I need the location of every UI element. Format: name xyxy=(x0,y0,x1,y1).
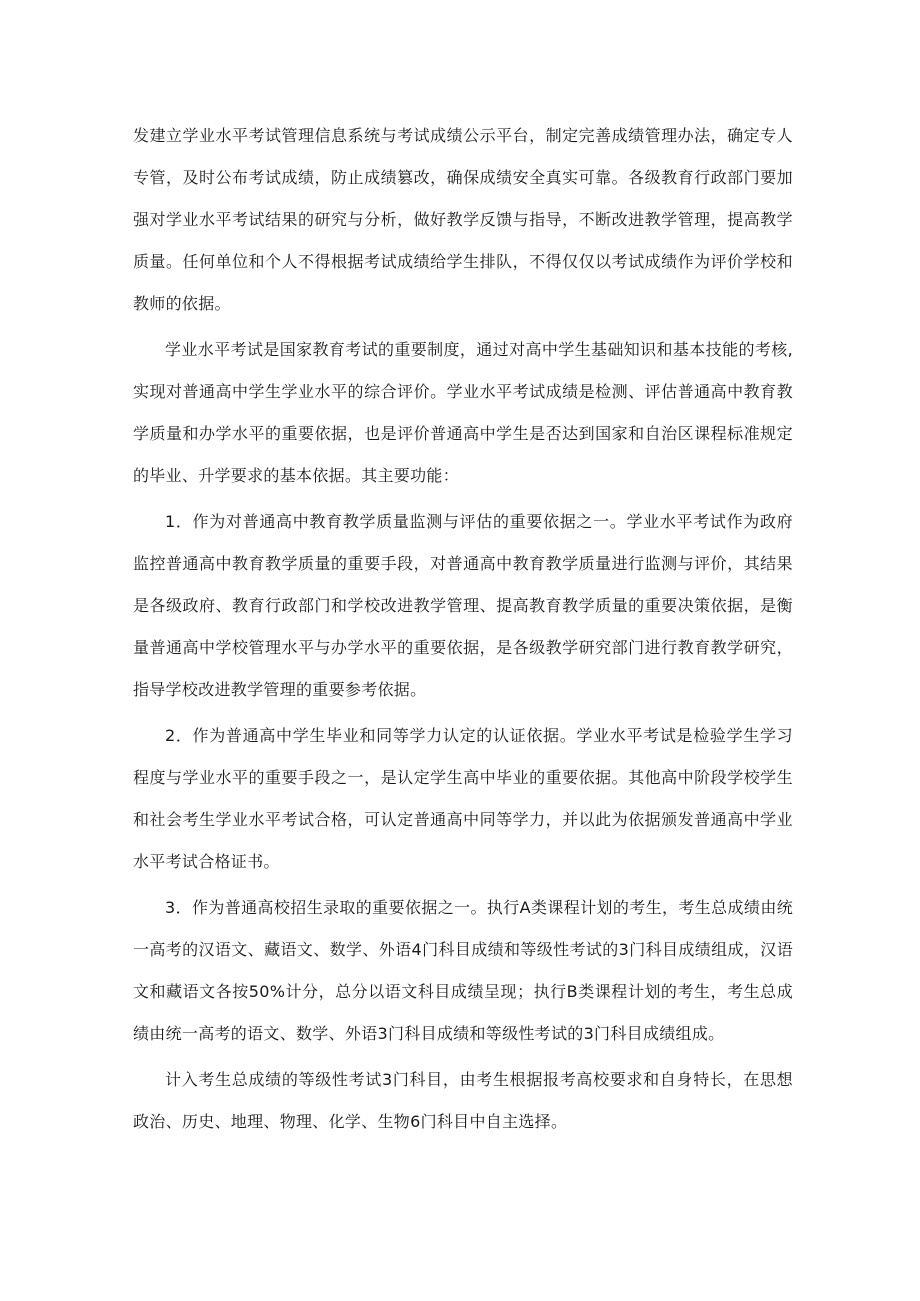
document-page xyxy=(133,115,793,1147)
paragraph-score-management: 发建立学业水平考试管理信息系统与考试成绩公示平台，制定完善成绩管理办法，确定专人专管，及时公布考试成绩，防止成绩篡改，确保成绩安全真实可靠。各级教育行政部门要加强对学业水平考试结果的研究与分析，做好教学反馈与指导，不断改进教学管理，提高教学质量。任何单位和个人不得根据考试成绩给学生排队，不得仅仅以考试成绩作为评价学校和教师的依据。 xyxy=(133,126,793,313)
paragraph-function-3: 3．作为普通高校招生录取的重要依据之一。执行A类课程计划的考生，考生总成绩由统一高考的汉语文、藏语文、数学、外语4门科目成绩和等级性考试的3门科目成绩组成，汉语文和藏语文各按50%计分，总分以语文科目成绩呈现；执行B类课程计划的考生，考生总成绩由统一高考的语文、数学、外语3门科目成绩和等级性考试的3门科目成绩组成。 xyxy=(133,898,793,1043)
paragraph-function-2: 2．作为普通高中学生毕业和同等学力认定的认证依据。学业水平考试是检验学生学习程度与学业水平的重要手段之一，是认定学生高中毕业的重要依据。其他高中阶段学校学生和社会考生学业水平考试合格，可认定普通高中同等学力，并以此为依据颁发普通高中学业水平考试合格证书。 xyxy=(133,726,793,871)
paragraph-exam-system: 学业水平考试是国家教育考试的重要制度，通过对高中学生基础知识和基本技能的考核,实现对普通高中学生学业水平的综合评价。学业水平考试成绩是检测、评估普通高中教育教学质量和办学水平的重要依据，也是评价普通高中学生是否达到国家和自治区课程标准规定的毕业、升学要求的基本依据。其主要功能： xyxy=(133,340,793,485)
paragraph-subject-selection: 计入考生总成绩的等级性考试3门科目，由考生根据报考高校要求和自身特长，在思想政治、历史、地理、物理、化学、生物6门科目中自主选择。 xyxy=(133,1070,793,1131)
paragraph-function-1: 1．作为对普通高中教育教学质量监测与评估的重要依据之一。学业水平考试作为政府监控普通高中教育教学质量的重要手段，对普通高中教育教学质量进行监测与评价，其结果是各级政府、教育行政部门和学校改进教学管理、提高教育教学质量的重要决策依据，是衡量普通高中学校管理水平与办学水平的重要依据，是各级教学研究部门进行教育教学研究，指导学校改进教学管理的重要参考依据。 xyxy=(133,512,793,699)
